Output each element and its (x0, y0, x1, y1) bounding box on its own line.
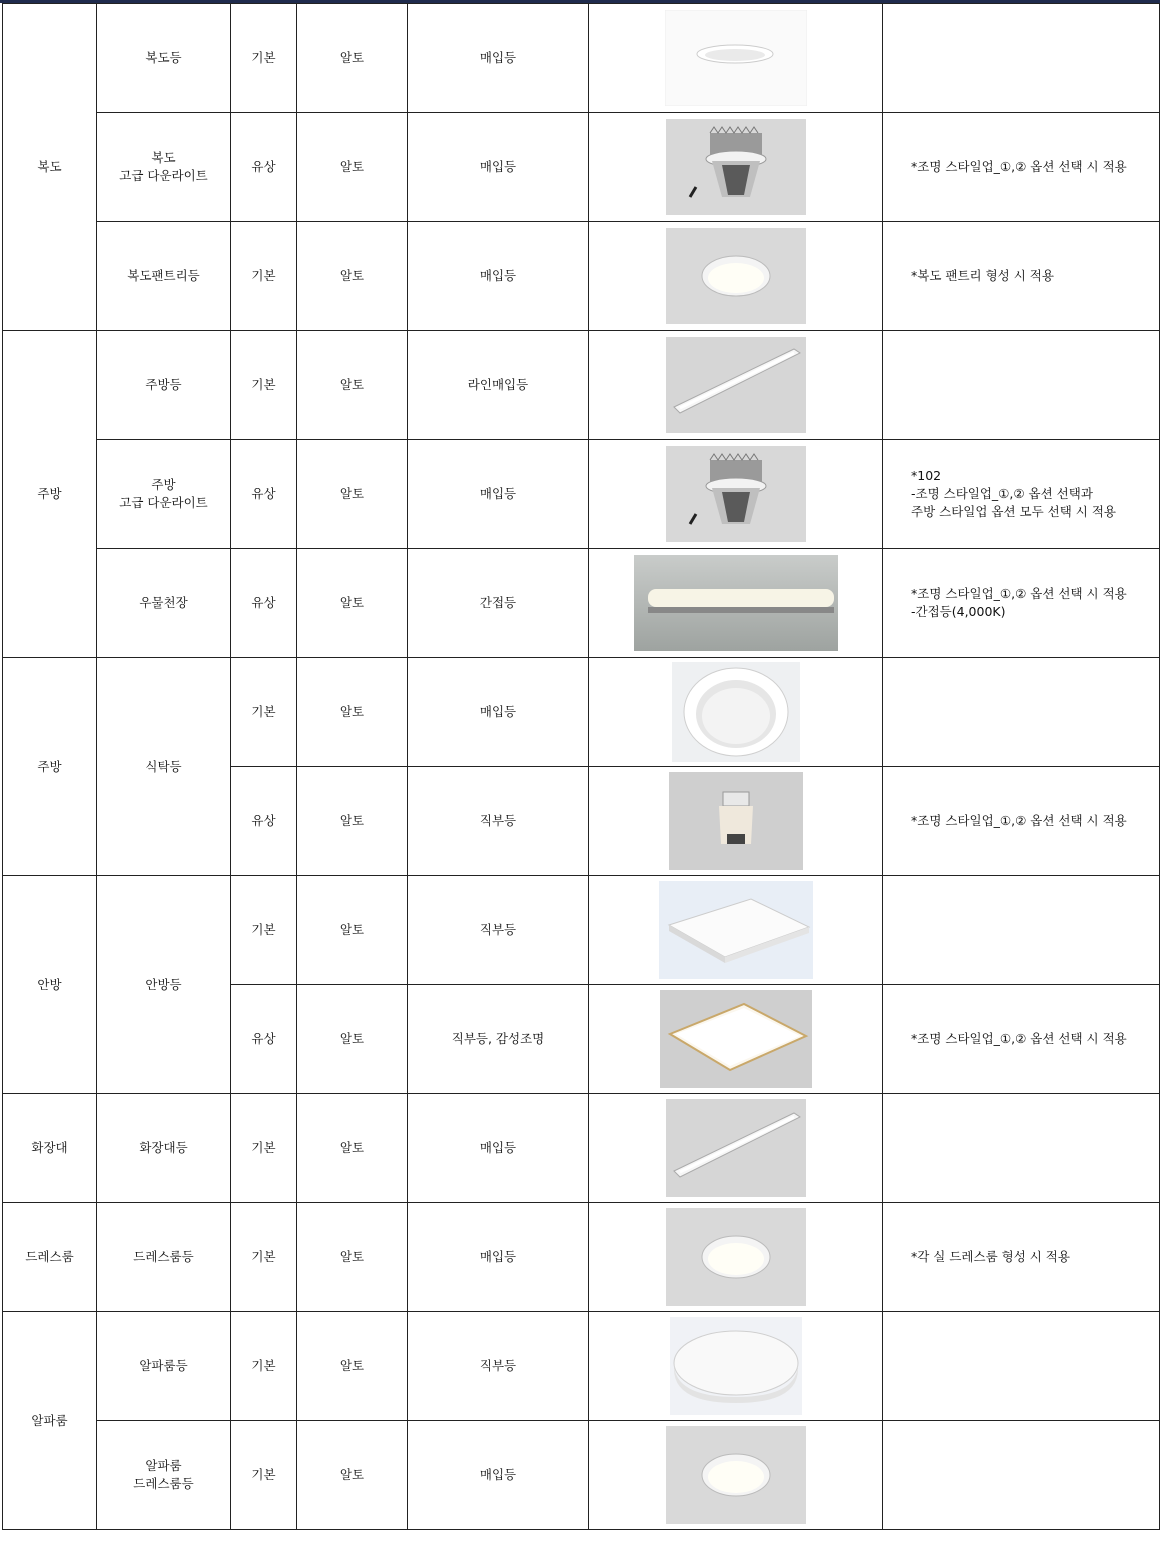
table-row (3, 1203, 1160, 1312)
brand-cell: 알토 (297, 658, 408, 767)
note-cell (883, 1312, 1160, 1421)
type-cell: 기본 (231, 1203, 297, 1312)
table-row (3, 1312, 1160, 1421)
round-recessed-image (666, 1426, 806, 1524)
type-cell: 유상 (231, 113, 297, 222)
large-round-recessed-image (672, 662, 800, 762)
note-cell (883, 658, 1160, 767)
note-cell: *조명 스타일업_①,② 옵션 선택 시 적용 (883, 113, 1160, 222)
fixture-cell: 직부등 (408, 1312, 589, 1421)
type-cell: 기본 (231, 1312, 297, 1421)
image-cell (589, 1421, 883, 1530)
table-row (3, 549, 1160, 658)
item-name-cell: 안방등 (97, 876, 231, 1094)
type-cell: 기본 (231, 876, 297, 985)
space-cell: 화장대 (3, 1094, 97, 1203)
fixture-cell: 직부등 (408, 767, 589, 876)
note-cell: *조명 스타일업_①,② 옵션 선택 시 적용 (883, 767, 1160, 876)
table-row (3, 440, 1160, 549)
image-cell (589, 222, 883, 331)
item-name-cell: 화장대등 (97, 1094, 231, 1203)
note-cell: *102 -조명 스타일업_①,② 옵션 선택과 주방 스타일업 옵션 모두 선택 시 적용 (883, 440, 1160, 549)
image-cell (589, 985, 883, 1094)
image-cell (589, 767, 883, 876)
type-cell: 유상 (231, 767, 297, 876)
type-cell: 유상 (231, 549, 297, 658)
note-cell (883, 876, 1160, 985)
fixture-cell: 매입등 (408, 1094, 589, 1203)
type-cell: 기본 (231, 658, 297, 767)
fixture-cell: 간접등 (408, 549, 589, 658)
note-cell: *각 실 드레스룸 형성 시 적용 (883, 1203, 1160, 1312)
fixture-cell: 매입등 (408, 658, 589, 767)
premium-downlight-image (666, 119, 806, 215)
item-name-cell: 복도팬트리등 (97, 222, 231, 331)
type-cell: 유상 (231, 985, 297, 1094)
table-row (3, 331, 1160, 440)
brand-cell: 알토 (297, 113, 408, 222)
brand-cell: 알토 (297, 1203, 408, 1312)
indirect-strip-image (634, 555, 838, 651)
round-recessed-image (666, 228, 806, 324)
type-cell: 기본 (231, 331, 297, 440)
table-row (3, 222, 1160, 331)
table-row (3, 658, 1160, 767)
note-cell (883, 331, 1160, 440)
item-name-cell: 알파룸 드레스룸등 (97, 1421, 231, 1530)
square-panel-gold-image (660, 990, 812, 1088)
image-cell (589, 876, 883, 985)
image-cell (589, 1203, 883, 1312)
fixture-cell: 매입등 (408, 1203, 589, 1312)
brand-cell: 알토 (297, 767, 408, 876)
line-recessed-image (666, 1099, 806, 1197)
note-cell (883, 1421, 1160, 1530)
type-cell: 기본 (231, 1094, 297, 1203)
item-name-cell: 주방 고급 다운라이트 (97, 440, 231, 549)
type-cell: 기본 (231, 222, 297, 331)
space-cell: 주방 (3, 331, 97, 658)
image-cell (589, 331, 883, 440)
brand-cell: 알토 (297, 876, 408, 985)
note-cell (883, 1094, 1160, 1203)
fixture-cell: 직부등 (408, 876, 589, 985)
space-cell: 주방 (3, 658, 97, 876)
table-row (3, 113, 1160, 222)
surface-spot-image (669, 772, 803, 870)
fixture-cell: 매입등 (408, 440, 589, 549)
note-cell: *조명 스타일업_①,② 옵션 선택 시 적용 -간접등(4,000K) (883, 549, 1160, 658)
premium-downlight-image (666, 446, 806, 542)
note-cell (883, 4, 1160, 113)
round-surface-image (670, 1317, 802, 1415)
image-cell (589, 4, 883, 113)
brand-cell: 알토 (297, 440, 408, 549)
item-name-cell: 우물천장 (97, 549, 231, 658)
line-recessed-image (666, 337, 806, 433)
item-name-cell: 주방등 (97, 331, 231, 440)
brand-cell: 알토 (297, 331, 408, 440)
table-row (3, 1094, 1160, 1203)
brand-cell: 알토 (297, 985, 408, 1094)
square-panel-image (659, 881, 813, 979)
fixture-cell: 매입등 (408, 222, 589, 331)
note-cell: *복도 팬트리 형성 시 적용 (883, 222, 1160, 331)
image-cell (589, 658, 883, 767)
fixture-cell: 매입등 (408, 113, 589, 222)
type-cell: 유상 (231, 440, 297, 549)
item-name-cell: 알파룸등 (97, 1312, 231, 1421)
image-cell (589, 113, 883, 222)
image-cell (589, 1312, 883, 1421)
image-cell (589, 549, 883, 658)
fixture-cell: 매입등 (408, 1421, 589, 1530)
downlight-recessed-image (665, 10, 807, 106)
space-cell: 드레스룸 (3, 1203, 97, 1312)
item-name-cell: 드레스룸등 (97, 1203, 231, 1312)
brand-cell: 알토 (297, 549, 408, 658)
brand-cell: 알토 (297, 222, 408, 331)
brand-cell: 알토 (297, 1094, 408, 1203)
brand-cell: 알토 (297, 4, 408, 113)
space-cell: 안방 (3, 876, 97, 1094)
table-row (3, 876, 1160, 985)
fixture-cell: 직부등, 감성조명 (408, 985, 589, 1094)
fixture-cell: 매입등 (408, 4, 589, 113)
brand-cell: 알토 (297, 1312, 408, 1421)
item-name-cell: 복도등 (97, 4, 231, 113)
table-row (3, 4, 1160, 113)
item-name-cell: 식탁등 (97, 658, 231, 876)
space-cell: 알파룸 (3, 1312, 97, 1530)
lighting-spec-table (2, 3, 1160, 1530)
space-cell: 복도 (3, 4, 97, 331)
table-row (3, 1421, 1160, 1530)
note-cell: *조명 스타일업_①,② 옵션 선택 시 적용 (883, 985, 1160, 1094)
image-cell (589, 1094, 883, 1203)
item-name-cell: 복도 고급 다운라이트 (97, 113, 231, 222)
image-cell (589, 440, 883, 549)
type-cell: 기본 (231, 4, 297, 113)
brand-cell: 알토 (297, 1421, 408, 1530)
round-recessed-image (666, 1208, 806, 1306)
type-cell: 기본 (231, 1421, 297, 1530)
fixture-cell: 라인매입등 (408, 331, 589, 440)
